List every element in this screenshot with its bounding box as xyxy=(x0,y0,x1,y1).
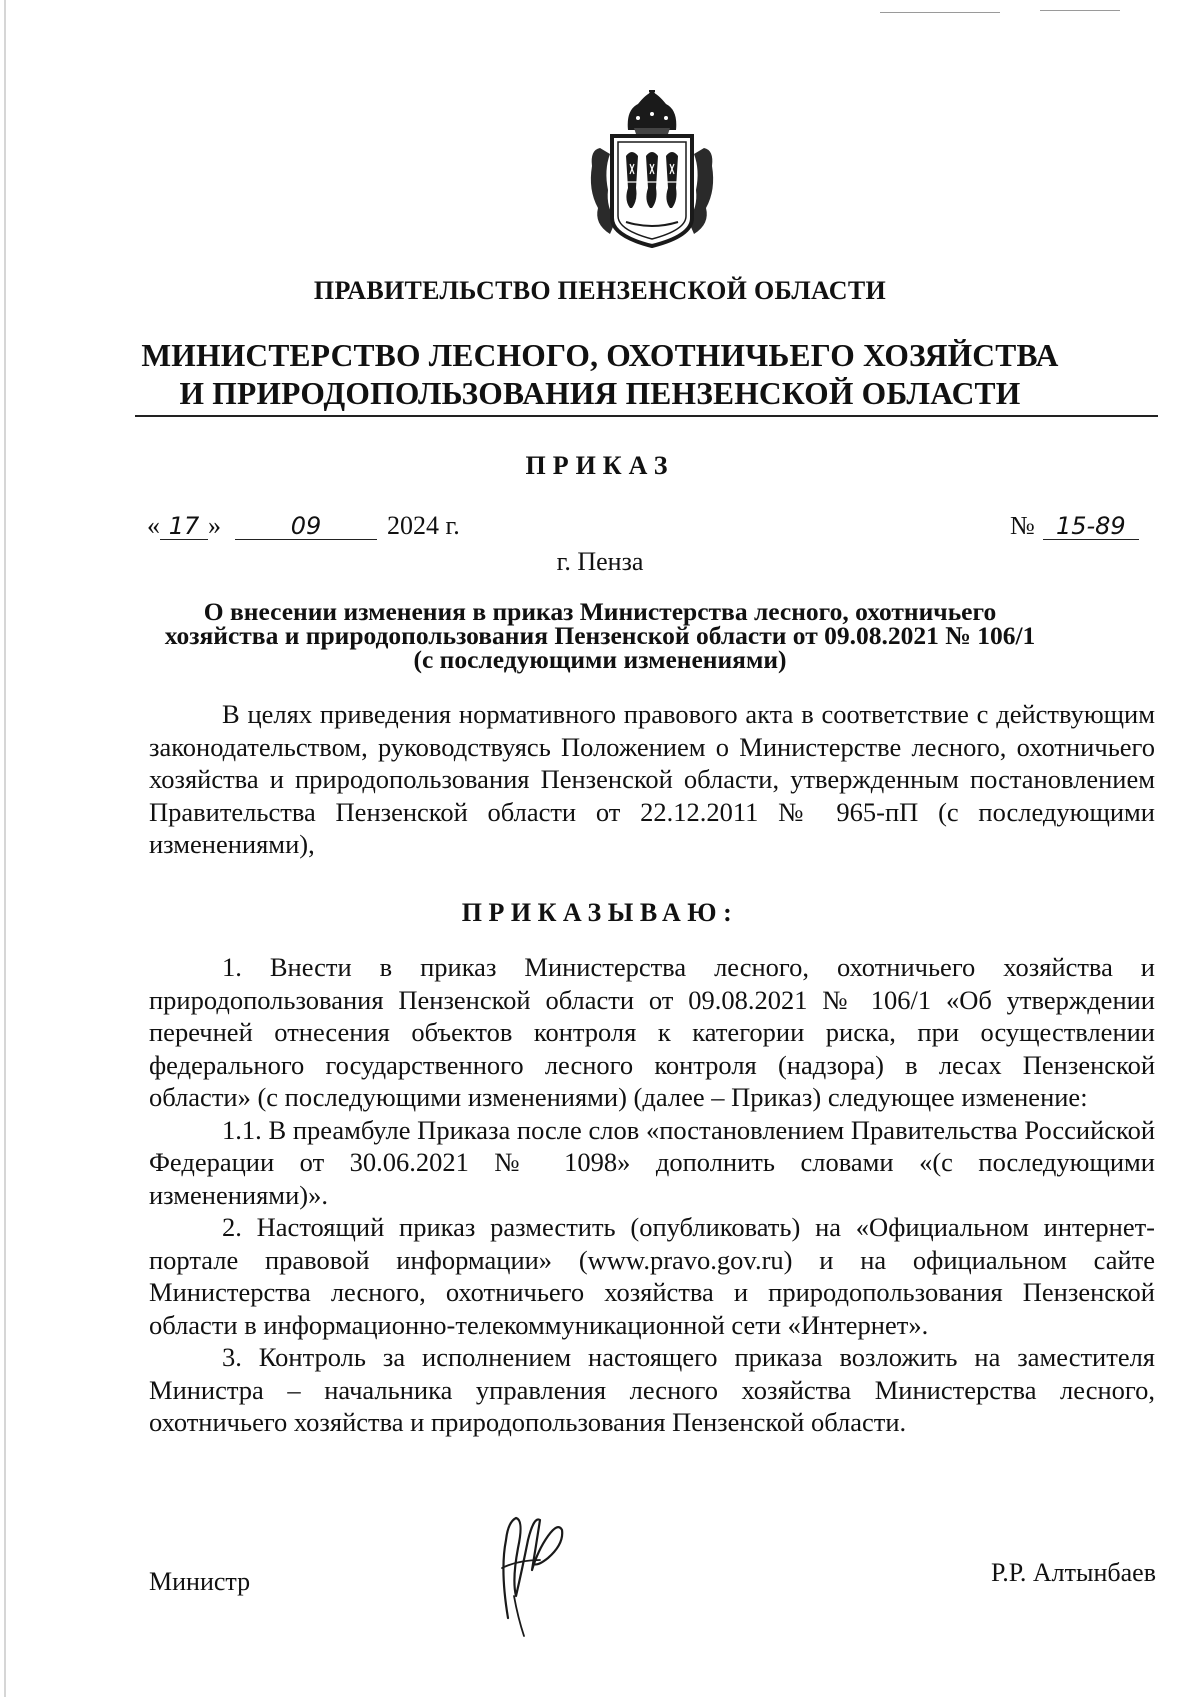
order-item-2: 2. Настоящий приказ разместить (опубликовать) на «Официальном интернет-портале правовой информации» (www.pravo.gov.ru) и на официальном сайте Министерства лесного, охотничьего хозяйства и природопользования Пензенской области в информационно-телекоммуникационной сети «Интернет». xyxy=(149,1212,1155,1340)
order-number xyxy=(1010,511,1139,541)
ministry-name-line2: И ПРИРОДОПОЛЬЗОВАНИЯ ПЕНЗЕНСКОЙ ОБЛАСТИ xyxy=(179,376,1021,411)
quote-open: « xyxy=(147,511,160,540)
number-value: 15-89 xyxy=(1043,513,1139,540)
subject-line3: (с последующими изменениями) xyxy=(413,645,787,674)
signatory-name: Р.Р. Алтынбаев xyxy=(990,1558,1156,1587)
order-item-1-1: 1.1. В преамбуле Приказа после слов «постановлением Правительства Российской Федерации от 30.06.2021 № 1098» дополнить словами «(с последующими изменениями)». xyxy=(149,1114,1155,1210)
scan-mark xyxy=(880,12,1000,13)
order-month: 09 xyxy=(235,513,377,540)
handwritten-signature xyxy=(478,1500,570,1640)
order-subject xyxy=(140,597,1060,674)
order-item-1: 1. Внести в приказ Министерства лесного, охотничьего хозяйства и природопользования Пензенской области от 09.08.2021 № 106/1 «Об утверждении перечней отнесения объектов контроля к категории риска, при осуществлении федерального государственного лесного контроля (надзора) в лесах Пензенской области» (с последующими изменениями) (далее – Приказ) следующее изменение: xyxy=(149,952,1155,1112)
number-label: № xyxy=(1010,511,1035,540)
orders-heading: ПРИКАЗЫВАЮ: xyxy=(461,898,739,927)
document-type-title: ПРИКАЗ xyxy=(525,451,675,480)
signatory-title: Министр xyxy=(149,1567,251,1596)
order-year: 2024 г. xyxy=(387,511,460,540)
preamble xyxy=(149,698,1155,861)
government-name: ПРАВИТЕЛЬСТВО ПЕНЗЕНСКОЙ ОБЛАСТИ xyxy=(313,276,887,305)
header-divider xyxy=(135,415,1158,417)
subject-line1: О внесении изменения в приказ Министерства лесного, охотничьего xyxy=(203,597,997,626)
quote-close: » xyxy=(208,511,221,540)
preamble-paragraph: В целях приведения нормативного правового акта в соответствие с действующим законодательством, руководствуясь Положением о Министерстве лесного, охотничьего хозяйства и природопользования Пензенской области, утвержденным постановлением Правительства Пензенской области от 22.12.2011 № 965-пП (с последующими изменениями), xyxy=(149,699,1155,859)
order-items xyxy=(149,951,1155,1439)
ministry-name-line1: МИНИСТЕРСТВО ЛЕСНОГО, ОХОТНИЧЬЕГО ХОЗЯЙСТВА xyxy=(141,338,1059,373)
subject-line2: хозяйства и природопользования Пензенской области от 09.08.2021 № 106/1 xyxy=(164,621,1036,650)
scan-edge xyxy=(4,0,6,1697)
scan-mark xyxy=(1040,10,1120,11)
city: г. Пенза xyxy=(556,547,644,576)
order-date xyxy=(147,511,460,541)
order-day: 17 xyxy=(160,513,208,540)
order-item-3: 3. Контроль за исполнением настоящего приказа возложить на заместителя Министра – начальника управления лесного хозяйства Министерства лесного, охотничьего хозяйства и природопользования Пензенской области. xyxy=(149,1342,1155,1437)
penza-coat-of-arms-icon xyxy=(586,90,718,250)
